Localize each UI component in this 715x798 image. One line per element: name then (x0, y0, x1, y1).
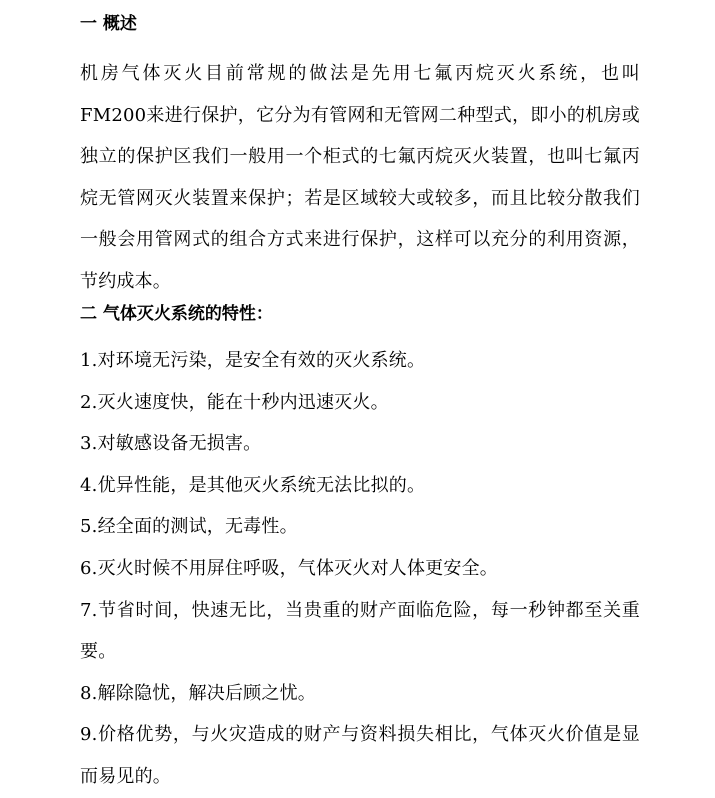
list-item: 3.对敏感设备无损害。 (80, 433, 262, 455)
section-heading-characteristics: 二 气体灭火系统的特性： (80, 304, 273, 324)
section-heading-overview: 一 概述 (80, 14, 137, 34)
list-item: 9.价格优势，与火灾造成的财产与资料损失相比，气体灭火价值是显而易见的。 (80, 724, 640, 787)
list-item: 1.对环境无污染，是安全有效的灭火系统。 (80, 350, 426, 371)
list-item: 6.灭火时候不用屏住呼吸，气体灭火对人体更安全。 (80, 557, 498, 579)
list-item: 5.经全面的测试，无毒性。 (80, 516, 298, 538)
list-item: 7.节省时间，快速无比，当贵重的财产面临危险，每一秒钟都至关重要。 (80, 599, 640, 663)
list-item: 8.解除隐忧，解决后顾之忧。 (80, 682, 316, 704)
characteristics-list (80, 340, 640, 798)
list-item: 2.灭火速度快，能在十秒内迅速灭火。 (80, 391, 389, 413)
list-item: 4.优异性能，是其他灭火系统无法比拟的。 (80, 474, 426, 496)
overview-paragraph: 机房气体灭火目前常规的做法是先用七氟丙烷灭火系统，也叫 FM200来进行保护，它分为有管网和无管网二种型式，即小的机房或独立的保护区我们一般用一个柜式的七氟丙烷灭火装置，也叫七氟丙烷无管网灭火装置来保护；若是区域较大或较多，而且比较分散我们一般会用管网式的组合方式来进行保护，这样可以充分的利用资源，节约成本。 (80, 63, 640, 292)
